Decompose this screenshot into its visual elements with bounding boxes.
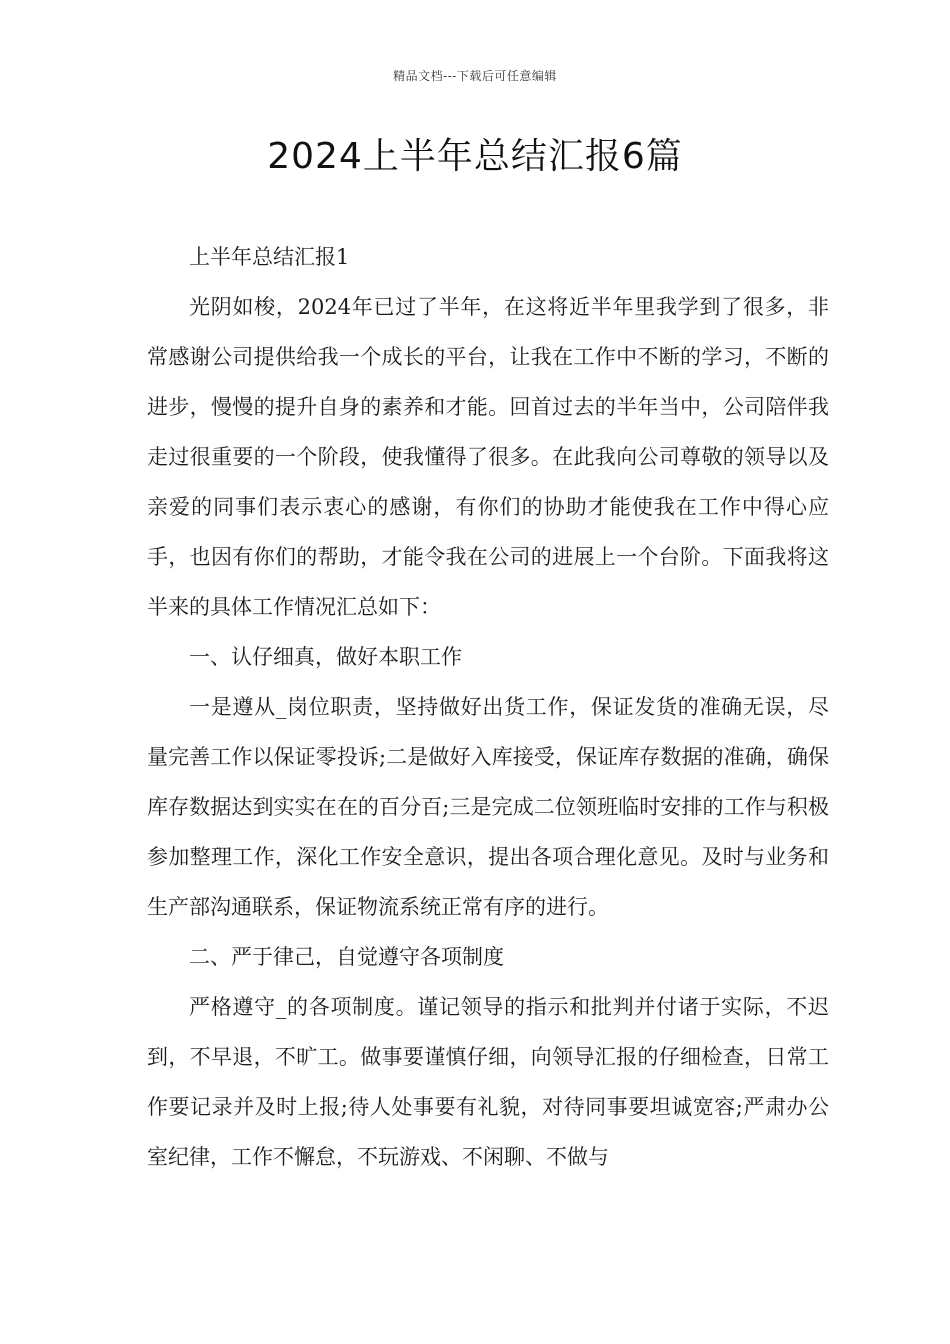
section-heading-1: 一、认仔细真，做好本职工作 (189, 645, 462, 669)
paragraph-1: 一是遵从_岗位职责，坚持做好出货工作，保证发货的准确无误，尽量完善工作以保证零投诉;二是做好入库接受，保证库存数据的准确，确保库存数据达到实实在在的百分百;三是完成二位领班临时安排的工作与积极参加整理工作，深化工作安全意识，提出各项合理化意见。及时与业务和生产部沟通联系，保证物流系统正常有序的进行。 (147, 695, 829, 919)
intro-paragraph: 光阴如梭，2024年已过了半年，在这将近半年里我学到了很多，非常感谢公司提供给我一个成长的平台，让我在工作中不断的学习，不断的进步，慢慢的提升自身的素养和才能。回首过去的半年当中，公司陪伴我走过很重要的一个阶段，使我懂得了很多。在此我向公司尊敬的领导以及亲爱的同事们表示衷心的感谢，有你们的协助才能使我在工作中得心应手，也因有你们的帮助，才能令我在公司的进展上一个台阶。下面我将这半来的具体工作情况汇总如下： (147, 295, 829, 619)
section-heading-2: 二、严于律己，自觉遵守各项制度 (189, 945, 504, 969)
header-note: 精品文档---下载后可任意编辑 (393, 69, 557, 83)
section-subtitle: 上半年总结汇报1 (189, 245, 350, 269)
paragraph-2: 严格遵守_的各项制度。谨记领导的指示和批判并付诸于实际，不迟到，不早退，不旷工。做事要谨慎仔细，向领导汇报的仔细检查，日常工作要记录并及时上报;待人处事要有礼貌，对待同事要坦诚宽容;严肃办公室纪律，工作不懈怠，不玩游戏、不闲聊、不做与 (147, 995, 829, 1169)
document-body (147, 232, 829, 1182)
document-title: 2024上半年总结汇报6篇 (267, 136, 683, 177)
